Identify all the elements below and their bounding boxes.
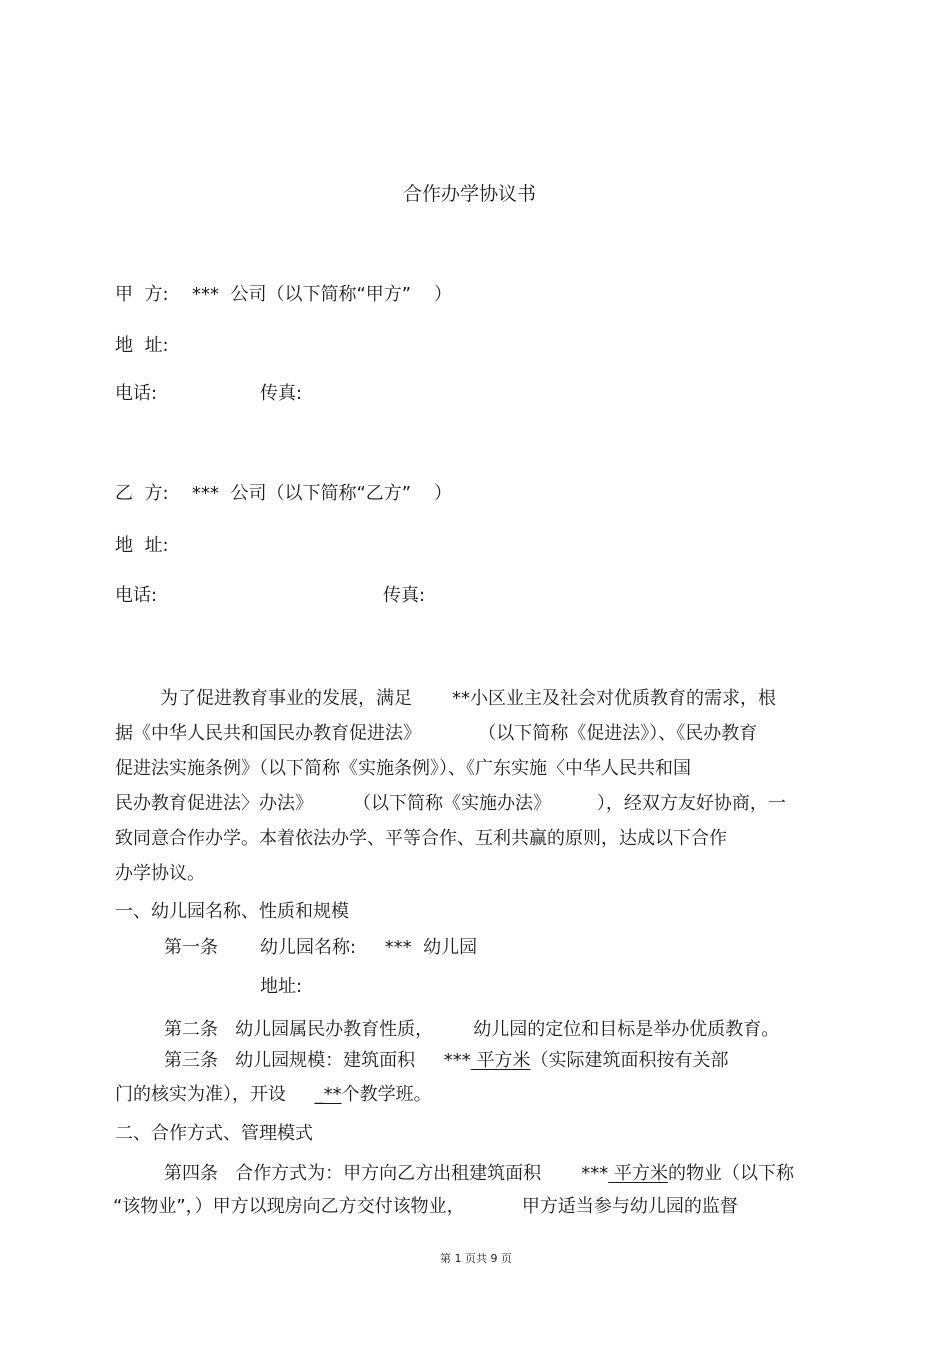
- section-2-heading: 二、合作方式、管理模式: [115, 1123, 313, 1144]
- party-b-value: *** 公司（以下简称“乙方” ）: [192, 483, 452, 504]
- party-a-value: *** 公司（以下简称“甲方” ）: [192, 284, 452, 305]
- party-a-phone-label: 电话:: [115, 383, 158, 404]
- party-b-label: 乙 方:: [115, 483, 169, 504]
- article-3-class-count: _**: [314, 1084, 342, 1105]
- article-4-line-1: [164, 1162, 794, 1186]
- article-1-address: 地址:: [260, 976, 303, 997]
- article-3-line-2-text: 门的核实为准），开设: [115, 1084, 315, 1105]
- party-b-fax-label: 传真:: [383, 585, 426, 606]
- page-footer: 第 1 页共 9 页: [440, 1252, 512, 1265]
- intro-line-4: 民办教育促进法〉办法》 （以下简称《实施办法》 ），经双方友好协商，一: [115, 793, 786, 814]
- article-4-end: 的物业（以下称: [667, 1163, 794, 1184]
- article-4-unit: 平方米: [608, 1163, 668, 1184]
- party-a-address-label: 地 址:: [115, 335, 169, 356]
- article-3-line-2: [115, 1083, 432, 1107]
- document-title: 合作办学协议书: [403, 183, 537, 205]
- article-3-note: （实际建筑面积按有关部: [530, 1050, 729, 1071]
- article-3-text: 第三条 幼儿园规模：建筑面积 ***: [164, 1050, 471, 1071]
- party-b-address-label: 地 址:: [115, 535, 169, 556]
- party-b-phone-label: 电话:: [115, 585, 158, 606]
- article-3-line-1: [164, 1049, 729, 1073]
- intro-line-6: 办学协议。: [115, 863, 205, 884]
- article-1-label: 第一条: [164, 937, 218, 958]
- article-3-unit: 平方米: [470, 1050, 531, 1071]
- party-a-label: 甲 方:: [115, 284, 169, 305]
- article-3-line-2-end: 个教学班。: [341, 1084, 432, 1105]
- intro-line-3: 促进法实施条例》（以下简称《实施条例》）、《广东实施〈中华人民共和国: [115, 758, 691, 779]
- article-1-text: 幼儿园名称: *** 幼儿园: [260, 937, 478, 958]
- intro-line-5: 致同意合作办学。本着依法办学、平等合作、互利共赢的原则，达成以下合作: [115, 828, 727, 849]
- intro-line-1: 为了促进教育事业的发展，满足 **小区业主及社会对优质教育的需求，根: [160, 688, 777, 709]
- article-4-text: 第四条 合作方式为：甲方向乙方出租建筑面积 ***: [164, 1163, 609, 1184]
- party-a-fax-label: 传真:: [260, 383, 303, 404]
- section-1-heading: 一、幼儿园名称、性质和规模: [115, 901, 349, 922]
- article-4-line-2: “该物业”，）甲方以现房向乙方交付该物业， 甲方适当参与幼儿园的监督: [113, 1196, 738, 1217]
- intro-line-2: 据《中华人民共和国民办教育促进法》 （以下简称《促进法》）、《民办教育: [115, 723, 758, 744]
- article-2: 第二条 幼儿园属民办教育性质， 幼儿园的定位和目标是举办优质教育。: [164, 1019, 780, 1040]
